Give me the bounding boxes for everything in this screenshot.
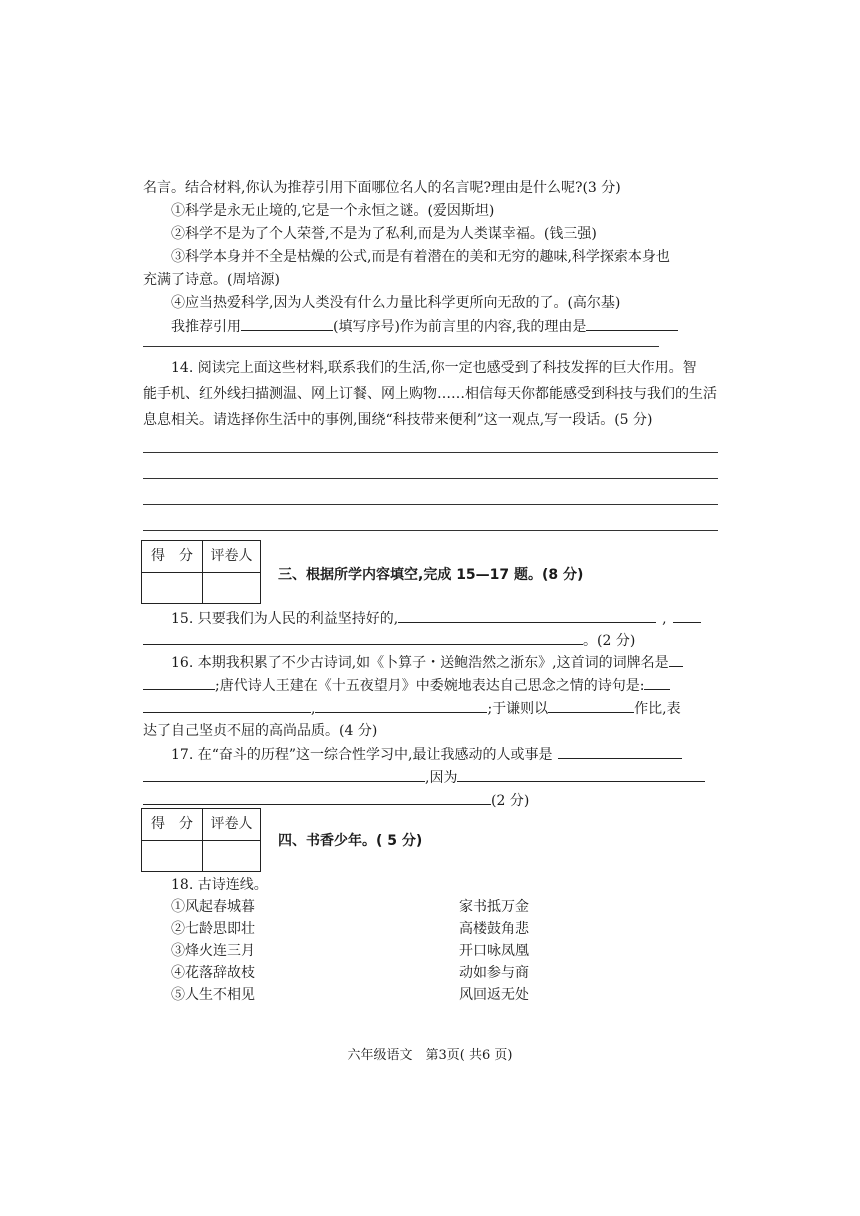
q16-blank-poem-1[interactable] xyxy=(644,675,670,690)
grader-field[interactable] xyxy=(203,573,260,603)
q13-option-3-cont: 充满了诗意。(周培源) xyxy=(143,272,280,288)
q18-left-2[interactable]: ②七龄思即壮 xyxy=(171,921,255,937)
q13-reason-blank[interactable] xyxy=(586,316,678,331)
q15-prefix: 15. 只要我们为人民的利益坚持好的, xyxy=(171,611,399,627)
q13-reason-line[interactable] xyxy=(143,346,659,347)
grader-label: 评卷人 xyxy=(203,809,260,841)
q15-suffix: 。(2 分) xyxy=(583,633,636,649)
q16-line-1 xyxy=(171,652,683,673)
q17-line-1 xyxy=(171,744,682,765)
q18-left-5[interactable]: ⑤人生不相见 xyxy=(171,987,255,1003)
q18-title: 18. 古诗连线。 xyxy=(171,877,268,893)
q13-option-3: ③科学本身并不全是枯燥的公式,而是有着潜在的美和无穷的趣味,科学探索本身也 xyxy=(171,249,670,265)
score-field[interactable] xyxy=(142,573,203,603)
q18-right-3[interactable]: 开口咏凤凰 xyxy=(459,943,529,959)
q17-text-2: ,因为 xyxy=(425,770,458,786)
q14-line-2: 能手机、红外线扫描测温、网上订餐、网上购物……相信每天你都能感受到科技与我们的生活 xyxy=(143,386,717,402)
q17-blank-3[interactable] xyxy=(457,767,705,782)
q16-text-2: ;唐代诗人王建在《十五夜望月》中委婉地表达自己思念之情的诗句是: xyxy=(215,678,645,694)
score-box-section-4 xyxy=(141,808,261,872)
q14-writing-line-4[interactable] xyxy=(143,530,718,531)
q13-intro: 名言。结合材料,你认为推荐引用下面哪位名人的名言呢?理由是什么呢?(3 分) xyxy=(143,180,621,196)
grader-field[interactable] xyxy=(203,841,260,871)
q16-blank-object[interactable] xyxy=(548,698,634,713)
q18-right-2[interactable]: 高楼鼓角悲 xyxy=(459,921,529,937)
q13-option-2: ②科学不是为了个人荣誉,不是为了私利,而是为人类谋幸福。(钱三强) xyxy=(171,226,597,242)
q18-right-4[interactable]: 动如参与商 xyxy=(459,965,529,981)
q16-line-3 xyxy=(143,698,681,719)
q17-line-2 xyxy=(143,767,705,788)
score-box-section-3 xyxy=(141,540,261,604)
section-3-title: 三、根据所学内容填空,完成 15—17 题。(8 分) xyxy=(278,567,584,583)
q14-writing-line-3[interactable] xyxy=(143,504,718,505)
section-4-title: 四、书香少年。( 5 分) xyxy=(278,833,423,849)
q16-text-3: ;于谦则以 xyxy=(487,701,549,717)
q15-line-2 xyxy=(143,630,635,651)
score-label: 得 分 xyxy=(142,541,203,573)
q17-blank-1[interactable] xyxy=(558,744,682,759)
q16-line-4: 达了自己坚贞不屈的高尚品质。(4 分) xyxy=(143,723,378,739)
q13-answer-line xyxy=(171,316,678,337)
q15-blank-2[interactable] xyxy=(673,608,701,623)
score-field[interactable] xyxy=(142,841,203,871)
q16-comma: , xyxy=(311,701,316,717)
q15-blank-3[interactable] xyxy=(143,630,583,645)
q14-writing-line-2[interactable] xyxy=(143,478,718,479)
q18-right-1[interactable]: 家书抵万金 xyxy=(459,899,529,915)
q18-left-1[interactable]: ①风起春城暮 xyxy=(171,899,255,915)
q16-text-1: 16. 本期我积累了不少古诗词,如《卜算子・送鲍浩然之浙东》,这首词的词牌名是 xyxy=(171,655,669,671)
q14-writing-line-1[interactable] xyxy=(143,452,718,453)
q14-line-1: 14. 阅读完上面这些材料,联系我们的生活,你一定也感受到了科技发挥的巨大作用。智 xyxy=(171,360,697,376)
page-footer: 六年级语文 第3页( 共6 页) xyxy=(347,1048,513,1063)
grader-label: 评卷人 xyxy=(203,541,260,573)
q16-blank-cipai[interactable] xyxy=(669,652,683,667)
q18-left-3[interactable]: ③烽火连三月 xyxy=(171,943,255,959)
q13-option-1: ①科学是永无止境的,它是一个永恒之谜。(爱因斯坦) xyxy=(171,203,495,219)
q18-right-5[interactable]: 风回返无处 xyxy=(459,987,529,1003)
q17-text-3: (2 分) xyxy=(491,793,530,809)
q15-blank-1[interactable] xyxy=(398,608,656,623)
q18-left-4[interactable]: ④花落辞故枝 xyxy=(171,965,255,981)
q16-blank-cipai-cont[interactable] xyxy=(143,675,215,690)
q13-number-blank[interactable] xyxy=(241,316,333,331)
q14-line-3: 息息相关。请选择你生活中的事例,围绕“科技带来便利”这一观点,写一段话。(5 分) xyxy=(143,412,653,428)
score-label: 得 分 xyxy=(142,809,203,841)
q16-blank-poem-3[interactable] xyxy=(315,698,487,713)
q15-line-1 xyxy=(171,608,701,629)
q17-blank-4[interactable] xyxy=(143,790,491,805)
q15-comma: , xyxy=(662,611,667,627)
q17-text-1: 17. 在“奋斗的历程”这一综合性学习中,最让我感动的人或事是 xyxy=(171,747,553,763)
q13-answer-middle: (填写序号)作为前言里的内容,我的理由是 xyxy=(333,319,587,335)
q16-blank-poem-2[interactable] xyxy=(143,698,311,713)
q13-answer-prefix: 我推荐引用 xyxy=(171,319,241,335)
q16-text-4: 作比,表 xyxy=(634,701,681,717)
q17-blank-2[interactable] xyxy=(143,767,425,782)
q13-option-4: ④应当热爱科学,因为人类没有什么力量比科学更所向无敌的了。(高尔基) xyxy=(171,295,621,311)
q16-line-2 xyxy=(143,675,670,696)
